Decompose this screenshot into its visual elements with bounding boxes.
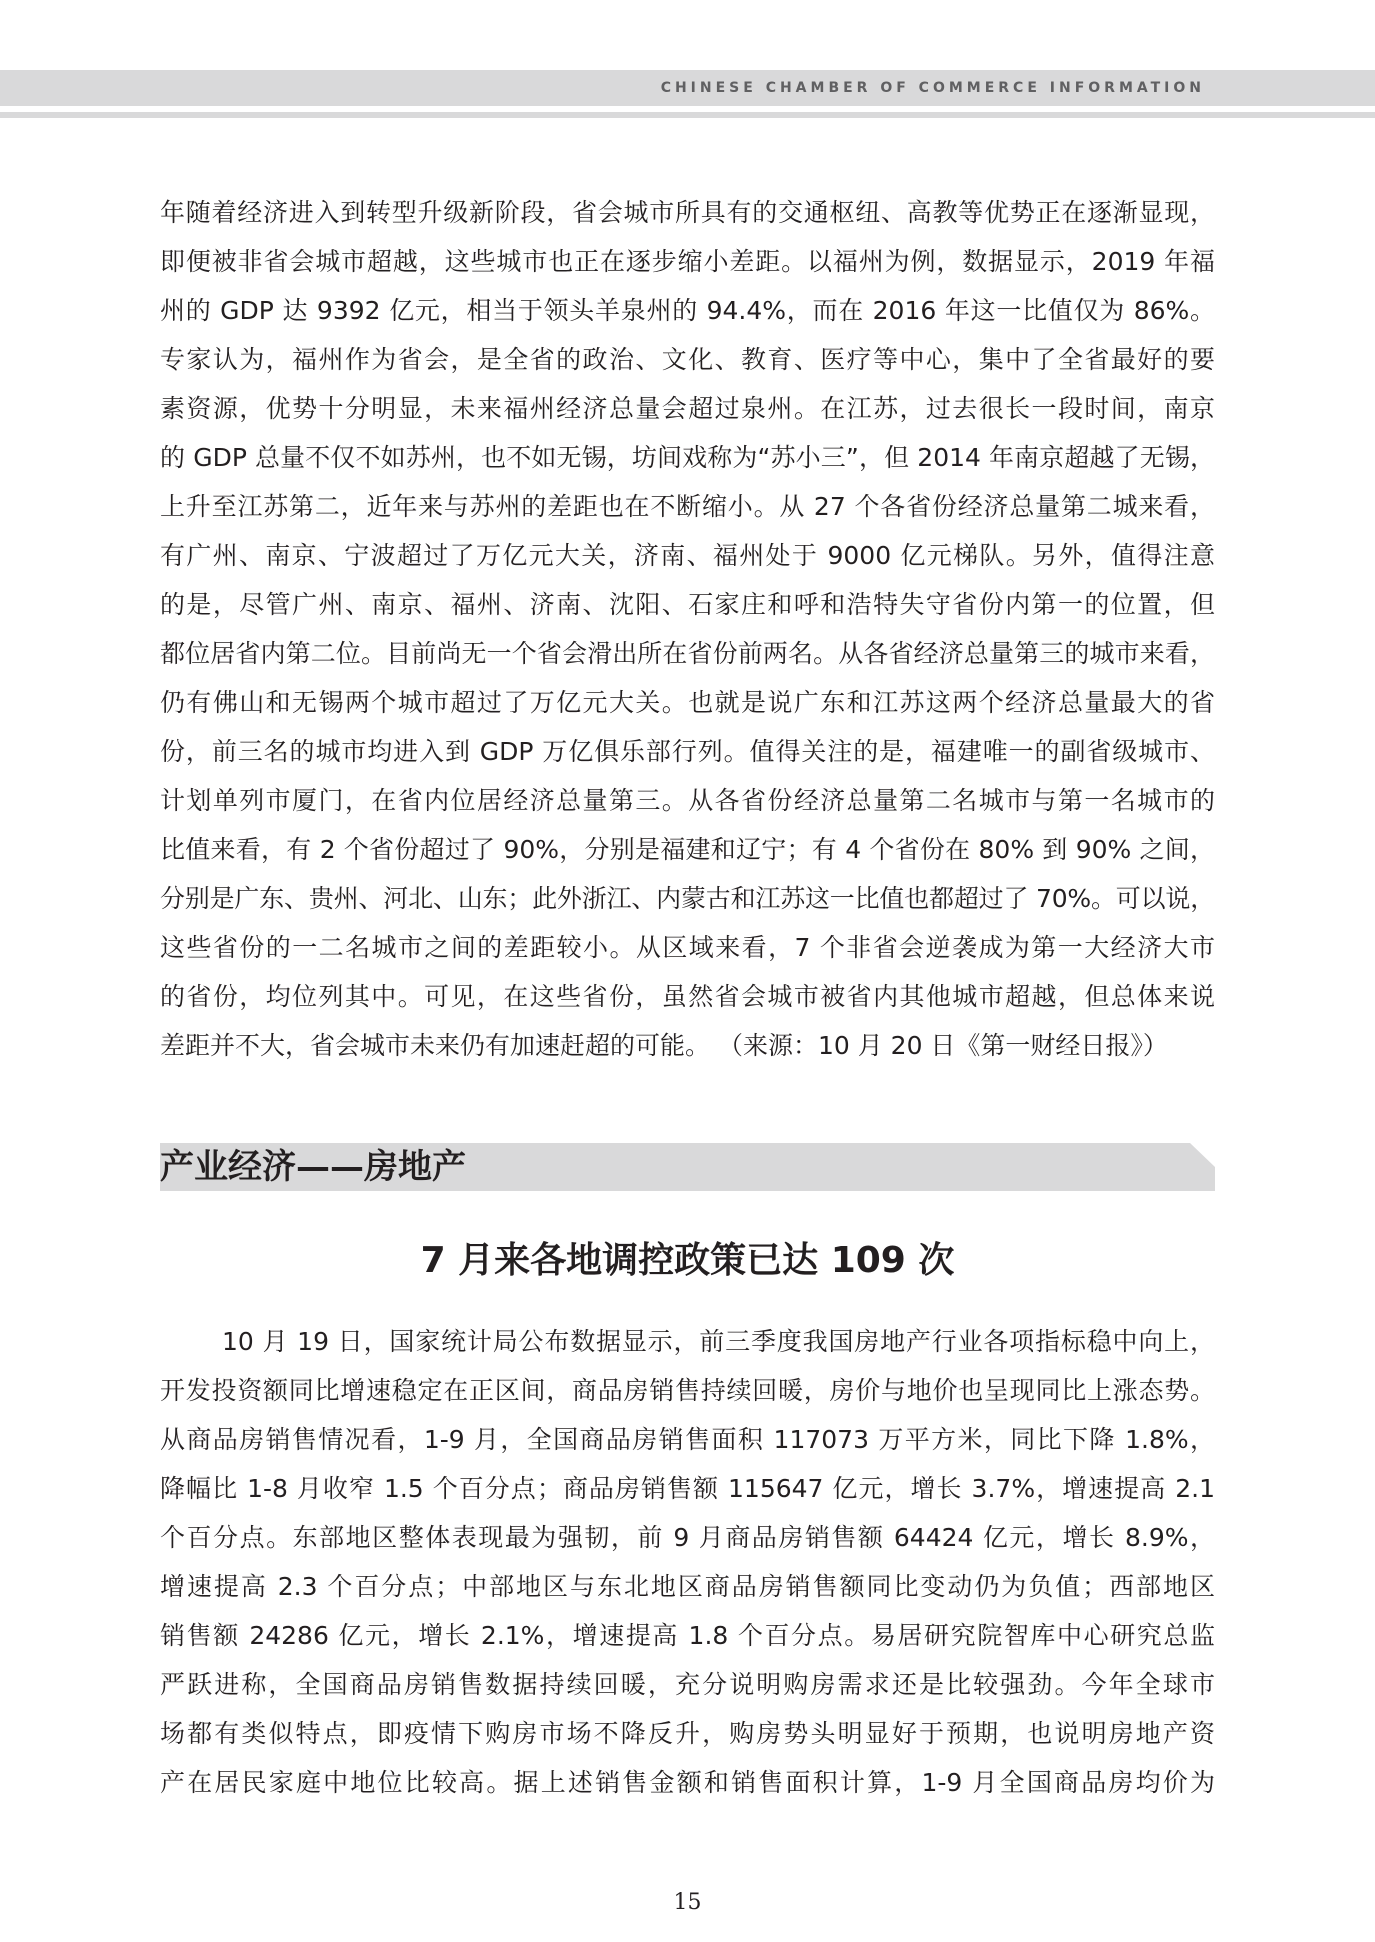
text-line-with-source <box>160 1021 1215 1070</box>
text-line: 比值来看，有 2 个省份超过了 90%，分别是福建和辽宁；有 4 个省份在 80% 到 90% 之间， <box>160 835 1215 864</box>
text-line: 这些省份的一二名城市之间的差距较小。从区域来看，7 个非省会逆袭成为第一大经济大市 <box>160 933 1215 962</box>
running-header: CHINESE CHAMBER OF COMMERCE INFORMATION <box>660 80 1205 96</box>
text-line: 的 GDP 总量不仅不如苏州，也不如无锡，坊间戏称为“苏小三”，但 2014 年南京超越了无锡， <box>160 443 1215 472</box>
text-line: 分别是广东、贵州、河北、山东；此外浙江、内蒙古和江苏这一比值也都超过了 70%。可以说， <box>160 884 1215 913</box>
article-title: 7 月来各地调控政策已达 109 次 <box>420 1240 955 1281</box>
text-line-indented: 10 月 19 日，国家统计局公布数据显示，前三季度我国房地产行业各项指标稳中向上， <box>222 1327 1215 1356</box>
section-title: 产业经济——房地产 <box>160 1147 466 1187</box>
text-line: 场都有类似特点，即疫情下购房市场不降反升，购房势头明显好于预期，也说明房地产资 <box>160 1719 1215 1748</box>
text-line: 增速提高 2.3 个百分点；中部地区与东北地区商品房销售额同比变动仍为负值；西部地区 <box>160 1572 1215 1601</box>
text-line: 销售额 24286 亿元，增长 2.1%，增速提高 1.8 个百分点。易居研究院智库中心研究总监 <box>160 1621 1215 1650</box>
section-heading-bar <box>160 1143 1215 1191</box>
text-line: 的是，尽管广州、南京、福州、济南、沈阳、石家庄和呼和浩特失守省份内第一的位置，但 <box>160 590 1215 619</box>
article-body <box>160 1317 1215 1807</box>
body-paragraph-continued <box>160 188 1215 1070</box>
text-line: 上升至江苏第二，近年来与苏州的差距也在不断缩小。从 27 个各省份经济总量第二城来看， <box>160 492 1215 521</box>
text-line: 州的 GDP 达 9392 亿元，相当于领头羊泉州的 94.4%，而在 2016 年这一比值仅为 86%。 <box>160 296 1215 325</box>
page-number: 15 <box>673 1890 702 1915</box>
text-line: 计划单列市厦门，在省内位居经济总量第三。从各省份经济总量第二名城市与第一名城市的 <box>160 786 1215 815</box>
text-line: 的省份，均位列其中。可见，在这些省份，虽然省会城市被省内其他城市超越，但总体来说 <box>160 982 1215 1011</box>
text-line-end: 差距并不大，省会城市未来仍有加速赶超的可能。 <box>160 1031 711 1060</box>
text-line: 素资源，优势十分明显，未来福州经济总量会超过泉州。在江苏，过去很长一段时间，南京 <box>160 394 1215 423</box>
text-line: 都位居省内第二位。目前尚无一个省会滑出所在省份前两名。从各省经济总量第三的城市来看， <box>160 639 1215 668</box>
text-line: 严跃进称，全国商品房销售数据持续回暖，充分说明购房需求还是比较强劲。今年全球市 <box>160 1670 1215 1699</box>
text-line: 专家认为，福州作为省会，是全省的政治、文化、教育、医疗等中心，集中了全省最好的要 <box>160 345 1215 374</box>
text-line: 降幅比 1-8 月收窄 1.5 个百分点；商品房销售额 115647 亿元，增长 3.7%，增速提高 2.1 <box>160 1474 1215 1503</box>
text-line: 从商品房销售情况看，1-9 月，全国商品房销售面积 117073 万平方米，同比下降 1.8%， <box>160 1425 1215 1454</box>
text-line: 产在居民家庭中地位比较高。据上述销售金额和销售面积计算，1-9 月全国商品房均价为 <box>160 1768 1215 1797</box>
text-line: 年随着经济进入到转型升级新阶段，省会城市所具有的交通枢纽、高教等优势正在逐渐显现， <box>160 198 1215 227</box>
text-line: 份，前三名的城市均进入到 GDP 万亿俱乐部行列。值得关注的是，福建唯一的副省级城市、 <box>160 737 1215 766</box>
text-line: 即便被非省会城市超越，这些城市也正在逐步缩小差距。以福州为例，数据显示，2019 年福 <box>160 247 1215 276</box>
text-line: 仍有佛山和无锡两个城市超过了万亿元大关。也就是说广东和江苏这两个经济总量最大的省 <box>160 688 1215 717</box>
source-citation: （来源：10 月 20 日《第一财经日报》） <box>717 1031 1168 1060</box>
text-line: 有广州、南京、宁波超过了万亿元大关，济南、福州处于 9000 亿元梯队。另外，值得注意 <box>160 541 1215 570</box>
header-rule <box>0 112 1375 118</box>
text-line: 个百分点。东部地区整体表现最为强韧，前 9 月商品房销售额 64424 亿元，增长 8.9%， <box>160 1523 1215 1552</box>
text-line: 开发投资额同比增速稳定在正区间，商品房销售持续回暖，房价与地价也呈现同比上涨态势。 <box>160 1376 1215 1405</box>
